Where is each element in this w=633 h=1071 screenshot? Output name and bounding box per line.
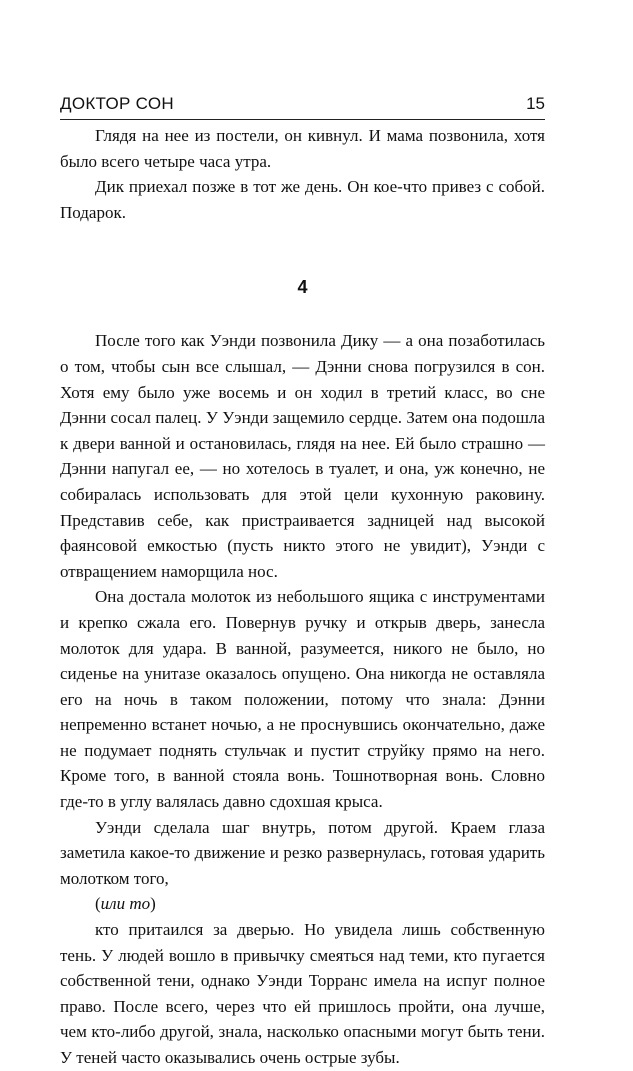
page-number: 15 [526,94,545,113]
paragraph: Уэнди сделала шаг внутрь, потом другой. Краем глаза заметила какое-то движение и резко развернулась, готовая ударить молотком того, [60,817,545,888]
header-rule [60,119,545,120]
paragraph: После того как Уэнди позвонила Дику — а она позаботилась о том, чтобы сын все слышал, — Дэнни снова погрузился в сон. Хотя ему было уже восемь и он ходил в третий класс, во сне Дэнни сосал палец. У Уэнди защемило сердце. Затем она подошла к двери ванной и остановилась, глядя на нее. Ей было страшно — Дэнни напугал ее, — но хотелось в туалет, и она, уж конечно, не собиралась использовать для этой цели кухонную раковину. Представив себе, как пристраивается задницей над высокой фаянсовой емкостью (пусть никто этого не увидит), Уэнди с отвращением наморщила нос. [60,331,545,581]
running-header [60,92,545,120]
aside-close-paren: ) [150,894,156,914]
paragraph: кто притаился за дверью. Но увидела лишь собственную тень. У людей вошло в привычку смеяться над теми, кто пугается собственной тени, однако Уэнди Торранс имела на испуг полное право. После всего, через что ей пришлось пройти, она лучше, чем кто-либо другой, знала, насколько опасными могут быть тени. У теней часто оказывались очень острые зубы. [60,920,545,1067]
paragraph: Глядя на нее из постели, он кивнул. И мама позвонила, хотя было всего четыре часа утра. [60,126,545,171]
paragraph: Дик приехал позже в тот же день. Он кое-что привез с собой. Подарок. [60,177,545,222]
running-title: ДОКТОР СОН [60,94,174,113]
page-body [60,123,545,1071]
aside-italic-text: или то [100,894,151,914]
chapter-number: 4 [297,277,308,298]
paragraph: Она достала молоток из небольшого ящика с инструментами и крепко сжала его. Повернув ручку и открыв дверь, занесла молоток для удара. В ванной, разумеется, никого не было, но сиденье на унитазе оказалось опущено. Она никогда не оставляла его на ночь в таком положении, потому что знала: Дэнни непременно встанет ночью, а не проснувшись окончательно, даже не подумает поднять стульчак и пустит струйку прямо на него. Кроме того, в ванной стояла вонь. Тошнотворная вонь. Словно где-то в углу валялась давно сдохшая крыса. [60,587,545,812]
aside-open-paren: ( [95,894,101,914]
paragraph-aside [60,891,545,917]
